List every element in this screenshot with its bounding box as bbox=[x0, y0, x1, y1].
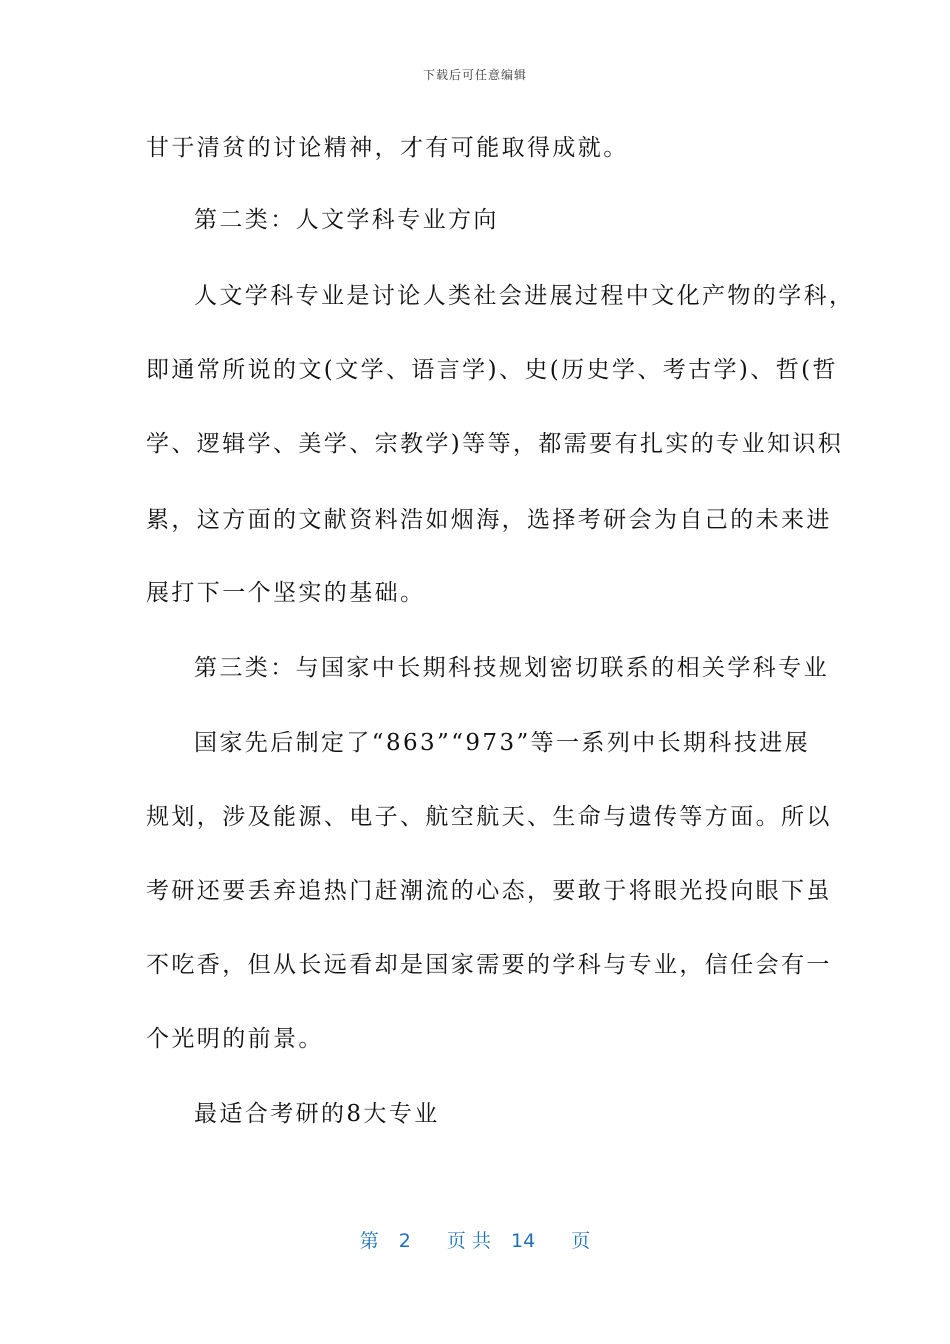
body-heading-category-3: 第三类：与国家中长期科技规划密切联系的相关学科专业 bbox=[194, 655, 829, 681]
body-line-11: 考研还要丢弃追热门赶潮流的心态，要敢于将眼光投向眼下虽 bbox=[146, 878, 832, 904]
body-line-4: 即通常所说的文(文学、语言学)、史(历史学、考古学)、哲(哲 bbox=[146, 357, 838, 383]
total-pages-number: 14 bbox=[511, 1230, 536, 1252]
body-heading-category-2: 第二类：人文学科专业方向 bbox=[194, 207, 499, 233]
body-heading-top-8-majors: 最适合考研的8大专业 bbox=[194, 1101, 440, 1127]
page-footer bbox=[0, 1226, 950, 1253]
page-prefix: 第 bbox=[359, 1230, 379, 1252]
body-line-9: 国家先后制定了“863”“973”等一系列中长期科技进展 bbox=[194, 730, 811, 756]
body-line-1: 甘于清贫的讨论精神，才有可能取得成就。 bbox=[146, 135, 629, 161]
page-suffix: 页 bbox=[571, 1230, 591, 1252]
body-line-6: 累，这方面的文献资料浩如烟海，选择考研会为自己的未来进 bbox=[146, 507, 832, 533]
body-line-13: 个光明的前景。 bbox=[146, 1026, 324, 1052]
page-mid-text: 页 共 bbox=[446, 1230, 491, 1252]
current-page-number: 2 bbox=[398, 1230, 411, 1252]
page-header: 下载后可任意编辑 bbox=[422, 68, 527, 82]
body-line-7: 展打下一个坚实的基础。 bbox=[146, 580, 426, 606]
body-line-12: 不吃香，但从长远看却是国家需要的学科与专业，信任会有一 bbox=[146, 952, 832, 978]
body-line-3: 人文学科专业是讨论人类社会进展过程中文化产物的学科， bbox=[194, 283, 855, 309]
body-line-5: 学、逻辑学、美学、宗教学)等等，都需要有扎实的专业知识积 bbox=[146, 431, 844, 457]
body-line-10: 规划，涉及能源、电子、航空航天、生命与遗传等方面。所以 bbox=[146, 804, 832, 830]
